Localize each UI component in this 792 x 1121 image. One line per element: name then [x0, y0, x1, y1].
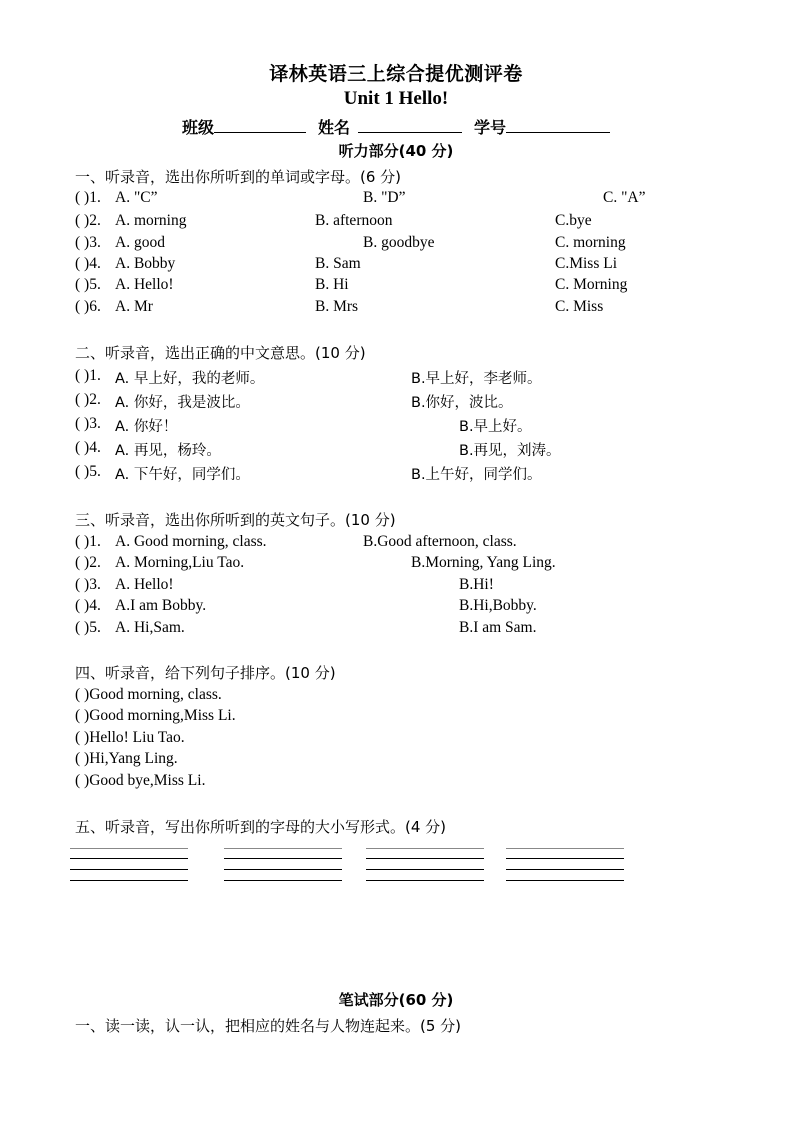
- number-label: 学号: [474, 118, 507, 137]
- question-number[interactable]: ( )1.: [75, 533, 101, 550]
- option-b: B.Good afternoon, class.: [363, 533, 517, 550]
- question-row: [75, 212, 715, 233]
- option-b: B. goodbye: [363, 234, 435, 251]
- option-b: B. Mrs: [315, 298, 359, 315]
- ordering-item[interactable]: ( )Hi,Yang Ling.: [75, 750, 178, 767]
- question-number[interactable]: ( )4.: [75, 439, 101, 456]
- option-c: C. Morning: [555, 276, 628, 293]
- question-row: [75, 463, 715, 484]
- option-a: A. 你好，我是波比。: [115, 395, 250, 411]
- question-row: [75, 276, 715, 297]
- option-b: B.再见，刘涛。: [459, 443, 561, 459]
- section4-heading: 四、听录音，给下列句子排序。(10 分): [75, 664, 336, 682]
- class-blank[interactable]: [214, 118, 306, 133]
- writing-lines-4[interactable]: [506, 848, 624, 882]
- question-number[interactable]: ( )5.: [75, 619, 101, 636]
- option-b: B. "D”: [363, 189, 406, 206]
- question-number[interactable]: ( )2.: [75, 391, 101, 408]
- option-a: A.I am Bobby.: [115, 597, 207, 614]
- question-row: [75, 554, 715, 575]
- question-row: [75, 234, 715, 255]
- option-a: A. 你好！: [115, 419, 178, 435]
- option-a: A. Bobby: [115, 255, 176, 272]
- question-number[interactable]: ( )5.: [75, 276, 101, 293]
- option-a: A. Hello!: [115, 276, 174, 293]
- question-number[interactable]: ( )3.: [75, 234, 101, 251]
- option-b: B.早上好，李老师。: [411, 371, 542, 387]
- option-a: A. Good morning, class.: [115, 533, 267, 550]
- question-row: [75, 255, 715, 276]
- writing-lines-1[interactable]: [70, 848, 188, 882]
- option-b: B.你好，波比。: [411, 395, 513, 411]
- ordering-item[interactable]: ( )Hello! Liu Tao.: [75, 729, 185, 746]
- class-label: 班级: [181, 118, 214, 137]
- question-row: [75, 533, 715, 554]
- option-a: A. good: [115, 234, 165, 251]
- option-b: B.上午好，同学们。: [411, 467, 542, 483]
- question-number[interactable]: ( )4.: [75, 255, 101, 272]
- option-b: B.Hi!: [459, 576, 494, 593]
- option-a: A. Hi,Sam.: [115, 619, 185, 636]
- option-a: A. 下午好，同学们。: [115, 467, 250, 483]
- ordering-item[interactable]: ( )Good morning, class.: [75, 686, 222, 703]
- option-a: A. 早上好，我的老师。: [115, 371, 265, 387]
- option-b: B.早上好。: [459, 419, 532, 435]
- writing-lines-2[interactable]: [224, 848, 342, 882]
- question-row: [75, 415, 715, 436]
- question-number[interactable]: ( )2.: [75, 212, 101, 229]
- ordering-item[interactable]: ( )Good bye,Miss Li.: [75, 772, 206, 789]
- option-a: A. Mr: [115, 298, 153, 315]
- question-row: [75, 391, 715, 412]
- option-c: C. morning: [555, 234, 626, 251]
- page-title: 译林英语三上综合提优测评卷: [269, 63, 523, 85]
- question-row: [75, 619, 715, 640]
- option-a: A. morning: [115, 212, 187, 229]
- question-row: [75, 597, 715, 618]
- question-number[interactable]: ( )1.: [75, 367, 101, 384]
- writing-lines-3[interactable]: [366, 848, 484, 882]
- ordering-item[interactable]: ( )Good morning,Miss Li.: [75, 707, 236, 724]
- question-number[interactable]: ( )6.: [75, 298, 101, 315]
- option-c: C.Miss Li: [555, 255, 618, 272]
- written-part-title: 笔试部分(60 分): [338, 991, 454, 1009]
- question-number[interactable]: ( )1.: [75, 189, 101, 206]
- question-row: [75, 576, 715, 597]
- option-a: A. 再见，杨玲。: [115, 443, 221, 459]
- option-b: B. afternoon: [315, 212, 393, 229]
- section3-heading: 三、听录音，选出你所听到的英文句子。(10 分): [75, 511, 396, 529]
- question-number[interactable]: ( )3.: [75, 415, 101, 432]
- name-blank[interactable]: [358, 118, 462, 133]
- option-c: C. Miss: [555, 298, 604, 315]
- listening-part-title: 听力部分(40 分): [338, 142, 454, 160]
- question-row: [75, 189, 715, 210]
- question-number[interactable]: ( )4.: [75, 597, 101, 614]
- question-row: [75, 367, 715, 388]
- number-blank[interactable]: [506, 118, 610, 133]
- question-number[interactable]: ( )3.: [75, 576, 101, 593]
- section2-heading: 二、听录音，选出正确的中文意思。(10 分): [75, 344, 366, 362]
- option-c: C.bye: [555, 212, 592, 229]
- option-c: C. "A”: [603, 189, 646, 206]
- student-info-line: [0, 115, 792, 138]
- question-number[interactable]: ( )2.: [75, 554, 101, 571]
- option-a: A. Hello!: [115, 576, 174, 593]
- written-section1-heading: 一、读一读，认一认，把相应的姓名与人物连起来。(5 分): [75, 1017, 462, 1035]
- option-b: B. Sam: [315, 255, 361, 272]
- option-b: B.I am Sam.: [459, 619, 537, 636]
- section5-heading: 五、听录音，写出你所听到的字母的大小写形式。(4 分): [75, 818, 447, 836]
- option-b: B.Hi,Bobby.: [459, 597, 537, 614]
- option-b: B.Morning, Yang Ling.: [411, 554, 556, 571]
- option-b: B. Hi: [315, 276, 349, 293]
- name-label: 姓名: [317, 118, 350, 137]
- section1-heading: 一、听录音，选出你所听到的单词或字母。(6 分): [75, 168, 402, 186]
- option-a: A. Morning,Liu Tao.: [115, 554, 245, 571]
- question-number[interactable]: ( )5.: [75, 463, 101, 480]
- option-a: A. "C”: [115, 189, 158, 206]
- question-row: [75, 298, 715, 319]
- question-row: [75, 439, 715, 460]
- unit-title: Unit 1 Hello!: [343, 88, 449, 109]
